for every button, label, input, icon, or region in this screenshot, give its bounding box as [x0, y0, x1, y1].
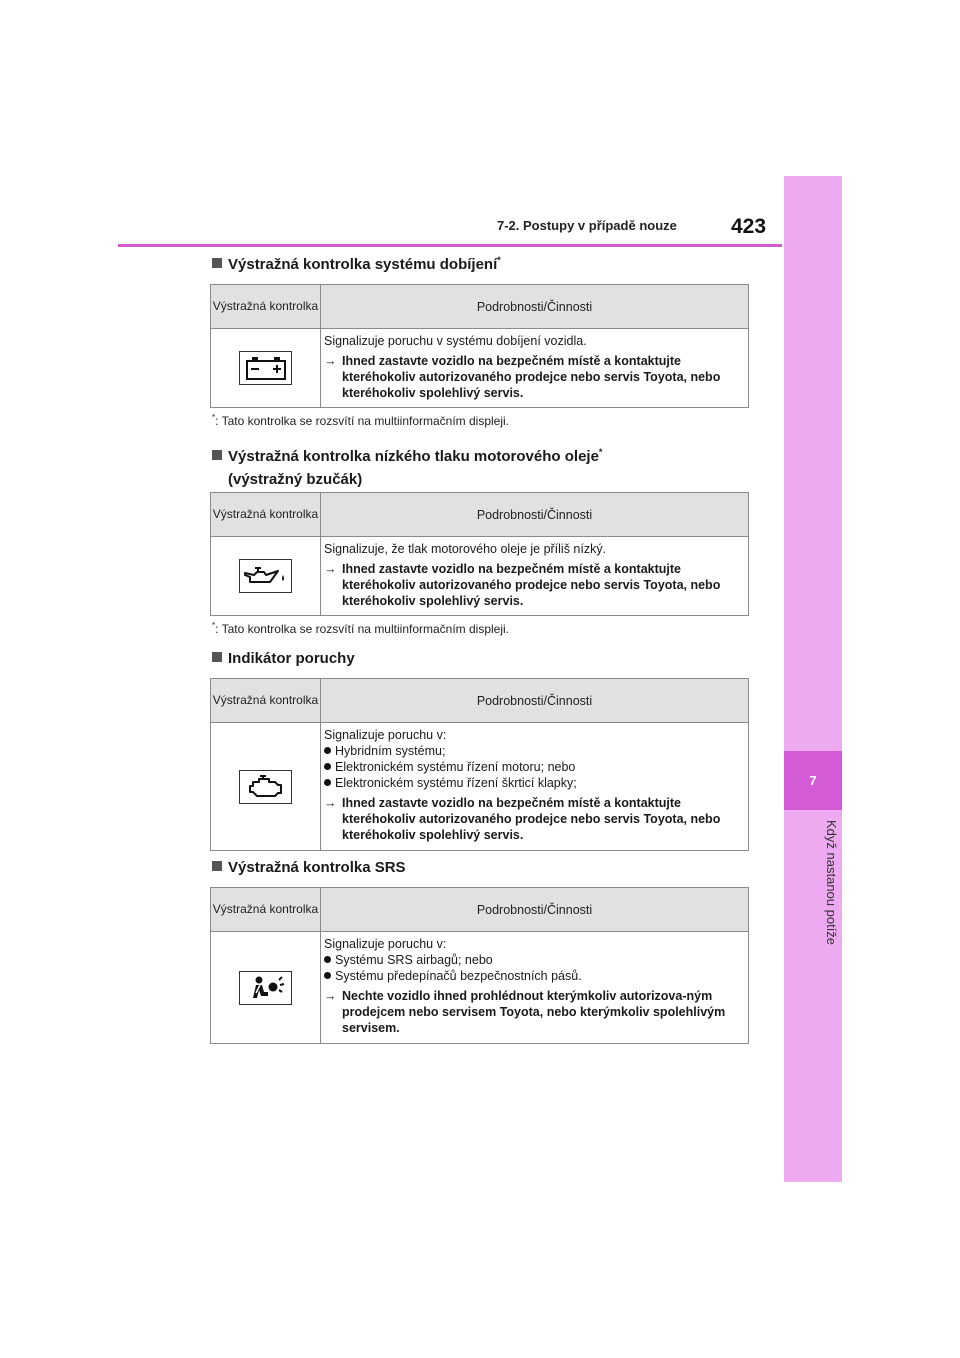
action-instruction: → Ihned zastavte vozidlo na bezpečném místě a kontaktujte kteréhokoliv autorizovaného prodejce nebo servis Toyota, nebo kteréhokoliv spolehlivý servis.: [324, 354, 721, 400]
list-item: Systému SRS airbagů; nebo: [324, 952, 742, 968]
list-item: Systému předepínačů bezpečnostních pásů.: [324, 968, 742, 984]
square-bullet-icon: [212, 861, 222, 871]
table-header-details: Podrobnosti/Činnosti: [476, 299, 593, 314]
chapter-number: 7: [784, 751, 842, 810]
square-bullet-icon: [212, 450, 222, 460]
list-item: Elektronickém systému řízení motoru; nebo: [324, 759, 742, 775]
table-header-details: Podrobnosti/Činnosti: [476, 902, 593, 917]
table-srs: [210, 887, 749, 1044]
action-instruction: → Ihned zastavte vozidlo na bezpečném místě a kontaktujte kteréhokoliv autorizovaného prodejce nebo servis Toyota, nebo kteréhokoliv spolehlivý servis.: [324, 562, 721, 608]
table-oil-pressure: [210, 492, 749, 616]
footnote: *: Tato kontrolka se rozsvítí na multiinformačním displeji.: [212, 413, 510, 428]
chapter-side-tab: [784, 176, 842, 1182]
header-divider: [118, 244, 782, 247]
table-header-details: Podrobnosti/Činnosti: [476, 507, 593, 522]
action-instruction: → Nechte vozidlo ihned prohlédnout kterýmkoliv autorizova-ným prodejcem nebo servisem Toyota, nebo kterýmkoliv spolehlivým servisem.: [324, 989, 726, 1035]
heading-srs: Výstražná kontrolka SRS: [212, 859, 406, 876]
srs-airbag-icon: [239, 971, 292, 1005]
heading-malfunction-indicator: Indikátor poruchy: [212, 650, 355, 667]
footnote: *: Tato kontrolka se rozsvítí na multiinformačním displeji.: [212, 621, 510, 636]
table-header-details: Podrobnosti/Činnosti: [476, 693, 593, 708]
table-header-light: Výstražná kontrolka: [211, 888, 321, 931]
arrow-right-icon: →: [324, 796, 337, 810]
description-line: Signalizuje poruchu v systému dobíjení vozidla.: [324, 334, 587, 348]
arrow-right-icon: →: [324, 354, 337, 368]
table-malfunction-indicator: [210, 678, 749, 851]
section-title: 7-2. Postupy v případě nouze: [497, 218, 677, 233]
list-item: Hybridním systému;: [324, 743, 742, 759]
action-instruction: → Ihned zastavte vozidlo na bezpečném místě a kontaktujte kteréhokoliv autorizovaného prodejce nebo servis Toyota, nebo kteréhokoliv spolehlivý servis.: [324, 796, 721, 842]
table-header-light: Výstražná kontrolka: [211, 679, 321, 722]
arrow-right-icon: →: [324, 989, 337, 1003]
heading-charging-system: Výstražná kontrolka systému dobíjení*: [212, 255, 501, 273]
arrow-right-icon: →: [324, 562, 337, 576]
battery-warning-icon: [239, 351, 292, 385]
square-bullet-icon: [212, 258, 222, 268]
description-line: Signalizuje poruchu v:: [324, 728, 447, 742]
square-bullet-icon: [212, 652, 222, 662]
table-charging-system: [210, 284, 749, 408]
heading-oil-pressure: Výstražná kontrolka nízkého tlaku motorového oleje* (výstražný bzučák): [212, 441, 602, 491]
description-line: Signalizuje poruchu v:: [324, 937, 447, 951]
table-header-light: Výstražná kontrolka: [211, 493, 321, 536]
description-line: Signalizuje, že tlak motorového oleje je příliš nízký.: [324, 542, 607, 556]
page-number: 423: [731, 215, 767, 238]
table-header-light: Výstražná kontrolka: [211, 285, 321, 328]
list-item: Elektronickém systému řízení škrticí klapky;: [324, 775, 742, 791]
oil-pressure-warning-icon: [239, 559, 292, 593]
chapter-label: Když nastanou potíže: [824, 820, 839, 946]
check-engine-icon: [239, 770, 292, 804]
